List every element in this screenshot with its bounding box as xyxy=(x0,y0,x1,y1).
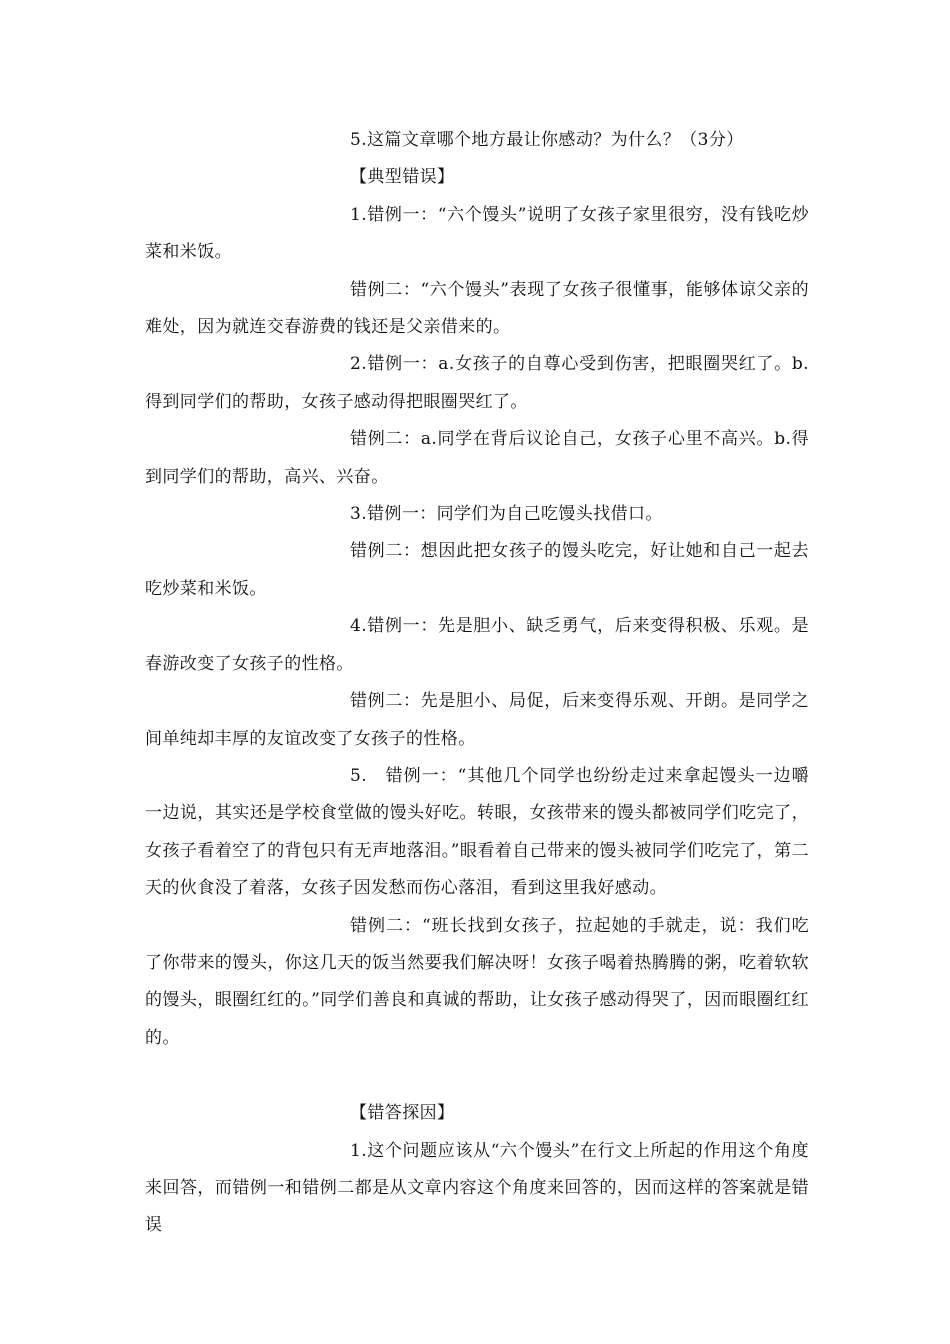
paragraph-10: 错例二：“班长找到女孩子，拉起她的手就走，说：我们吃了你带来的馒头，你这几天的饭当然要我们解决呀！女孩子喝着热腾腾的粥，吃着软软的馒头，眼圈红红的。”同学们善良和真诚的帮助，让女孩子感动得哭了，因而眼圈红红的。 xyxy=(145,915,809,1048)
section-typical-errors: 【典型错误】 xyxy=(350,167,455,188)
paragraph-2: 错例二：“六个馒头”表现了女孩子很懂事，能够体谅父亲的难处，因为就连交春游费的钱还是父亲借来的。 xyxy=(145,279,809,338)
paragraph-7: 4.错例一：先是胆小、缺乏勇气，后来变得积极、乐观。是春游改变了女孩子的性格。 xyxy=(145,616,809,674)
analysis-paragraph-1: 1.这个问题应该从“六个馒头”在行文上所起的作用这个角度来回答，而错例一和错例二都是从文章内容这个角度来回答的，因而这样的答案就是错误 xyxy=(145,1140,809,1236)
paragraph-1: 1.错例一：“六个馒头”说明了女孩子家里很穷，没有钱吃炒菜和米饭。 xyxy=(145,204,809,263)
paragraph-9: 5. 错例一：“其他几个同学也纷纷走过来拿起馒头一边嚼一边说，其实还是学校食堂做的馒头好吃。转眼，女孩带来的馒头都被同学们吃完了，女孩子看着空了的背包只有无声地落泪。”眼看着自己带来的馒头被同学们吃完了，第二天的伙食没了着落，女孩子因发愁而伤心落泪，看到这里我好感动。 xyxy=(145,765,809,899)
paragraph-8: 错例二：先是胆小、局促，后来变得乐观、开朗。是同学之间单纯却丰厚的友谊改变了女孩子的性格。 xyxy=(145,691,809,749)
section-error-analysis: 【错答探因】 xyxy=(350,1103,455,1124)
document-body xyxy=(145,122,809,1245)
paragraph-6: 错例二：想因此把女孩子的馒头吃完，好让她和自己一起去吃炒菜和米饭。 xyxy=(145,541,809,599)
paragraph-4: 错例二：a.同学在背后议论自己，女孩子心里不高兴。b.得到同学们的帮助，高兴、兴奋。 xyxy=(145,429,809,487)
section-spacer xyxy=(145,1057,809,1095)
paragraph-3: 2.错例一：a.女孩子的自尊心受到伤害，把眼圈哭红了。b.得到同学们的帮助，女孩子感动得把眼圈哭红了。 xyxy=(145,354,809,412)
question-heading: 5.这篇文章哪个地方最让你感动？为什么？（3分） xyxy=(350,130,744,150)
paragraph-5: 3.错例一：同学们为自己吃馒头找借口。 xyxy=(350,504,663,525)
